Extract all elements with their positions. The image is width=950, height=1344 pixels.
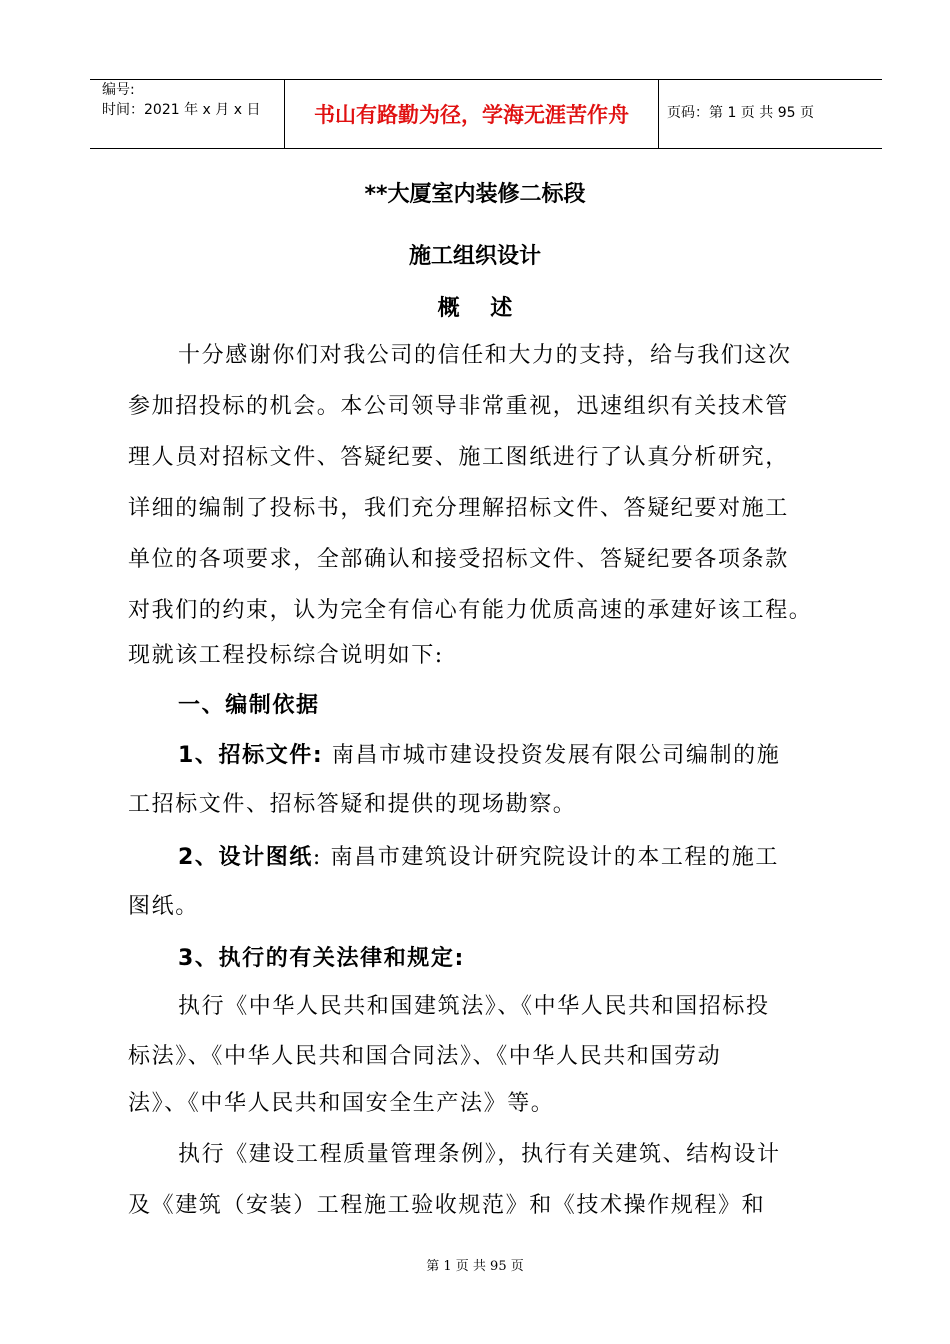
page-footer: 第 1 页 共 95 页 <box>426 1259 524 1274</box>
paragraph-line: 工招标文件、招标答疑和提供的现场勘察。 <box>128 792 577 817</box>
motto: 书山有路勤为径，学海无涯苦作舟 <box>314 103 629 127</box>
paragraph-line: 及《建筑（安装）工程施工验收规范》和《技术操作规程》和 <box>128 1193 766 1218</box>
header-motto-cell <box>285 80 659 148</box>
paragraph-line: 详细的编制了投标书，我们充分理解招标文件、答疑纪要对施工 <box>128 496 789 521</box>
section-heading: 一、编制依据 <box>178 693 320 718</box>
header-info-cell <box>90 80 285 148</box>
section-heading-overview: 概 述 <box>437 296 513 321</box>
paragraph-line: 单位的各项要求，全部确认和接受招标文件、答疑纪要各项条款 <box>128 547 789 572</box>
list-item <box>178 843 779 873</box>
code-label: 编号: <box>102 82 135 98</box>
page-header <box>90 79 882 149</box>
paragraph-line: 十分感谢你们对我公司的信任和大力的支持，给与我们这次 <box>178 343 792 368</box>
paragraph-line: 理人员对招标文件、答疑纪要、施工图纸进行了认真分析研究， <box>128 445 789 470</box>
paragraph-line: 法》、《中华人民共和国安全生产法》等。 <box>128 1091 555 1116</box>
paragraph-line: 参加招投标的机会。本公司领导非常重视，迅速组织有关技术管 <box>128 394 789 419</box>
paragraph-line: 标法》、《中华人民共和国合同法》、《中华人民共和国劳动 <box>128 1044 722 1069</box>
paragraph-line: 执行《中华人民共和国建筑法》、《中华人民共和国招标投 <box>178 994 770 1019</box>
list-item-label: 2、设计图纸 <box>178 845 313 870</box>
paragraph-line: 对我们的约束，认为完全有信心有能力优质高速的承建好该工程。 <box>128 598 813 623</box>
list-item <box>178 741 780 771</box>
paragraph-line: 图纸。 <box>128 894 199 919</box>
page-number-label: 页码：第 1 页 共 95 页 <box>667 105 814 121</box>
header-page-cell <box>659 80 882 148</box>
list-item-text: : 南昌市建筑设计研究院设计的本工程的施工 <box>312 845 779 870</box>
list-item-label: 1、招标文件: <box>178 743 324 768</box>
list-item-label: 3、执行的有关法律和规定: <box>178 946 465 971</box>
paragraph-line: 现就该工程投标综合说明如下: <box>128 643 444 668</box>
time-label: 时间：2021 年 x 月 x 日 <box>102 102 261 118</box>
document-subtitle: 施工组织设计 <box>408 244 541 269</box>
document-title: **大厦室内装修二标段 <box>364 182 586 207</box>
list-item-text: 南昌市城市建设投资发展有限公司编制的施 <box>331 743 781 768</box>
paragraph-line: 执行《建设工程质量管理条例》，执行有关建筑、结构设计 <box>178 1142 781 1167</box>
